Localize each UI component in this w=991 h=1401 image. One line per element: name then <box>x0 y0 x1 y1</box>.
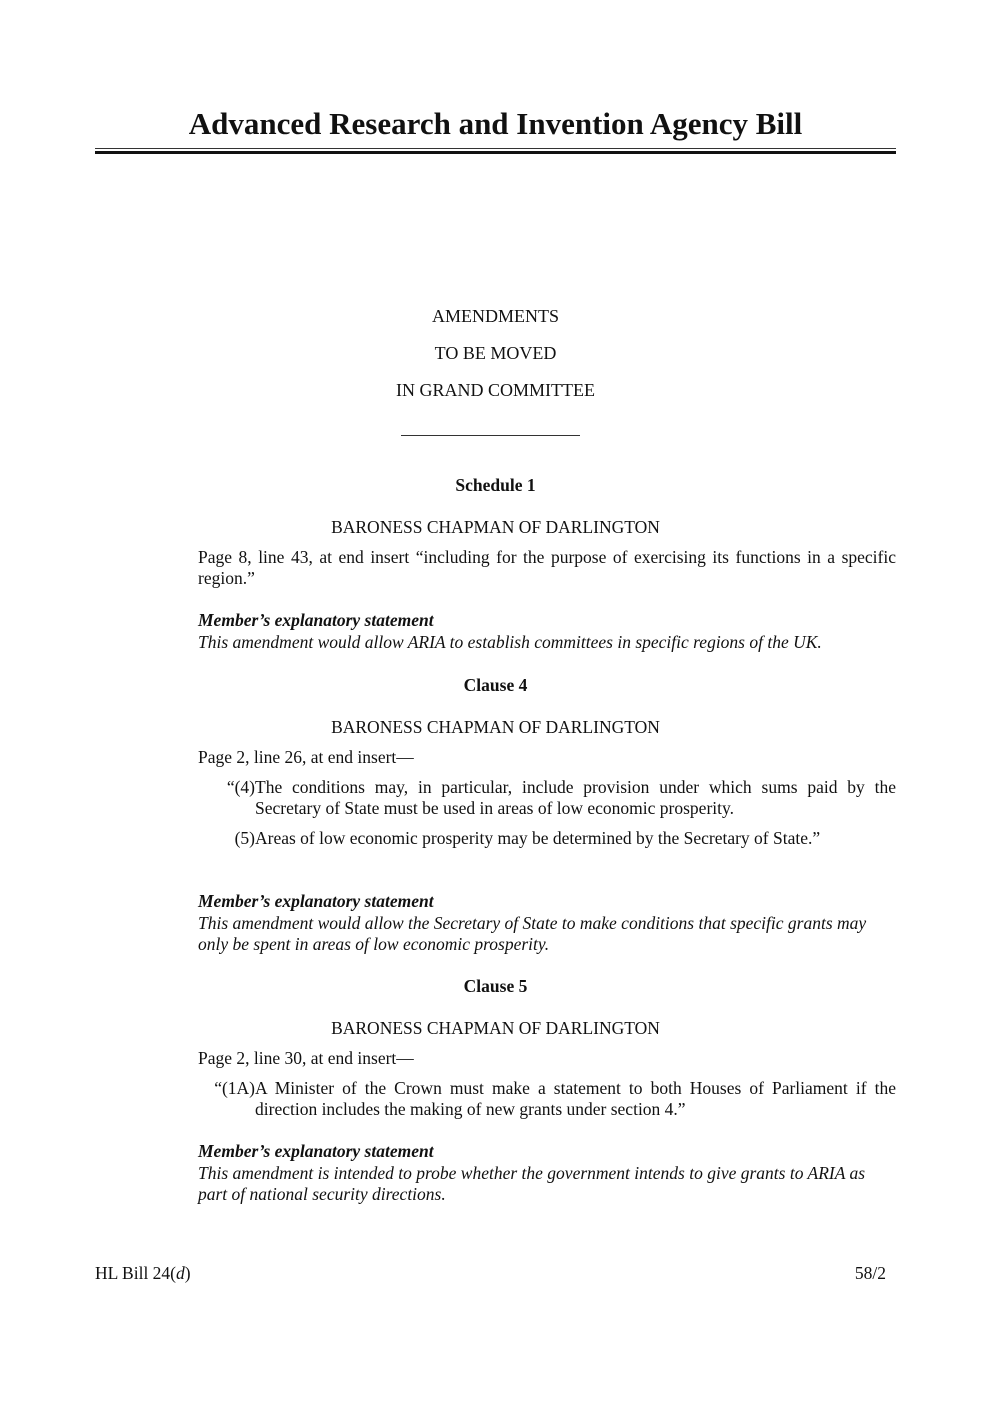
explanatory-statement: This amendment would allow ARIA to establish committees in specific regions of the UK. <box>198 632 822 652</box>
amendment-instruction: Page 8, line 43, at end insert “including for the purpose of exercising its functions in a specific region.” <box>198 547 896 588</box>
amendment-instruction: Page 2, line 30, at end insert— <box>198 1048 414 1068</box>
heading-line-2: TO BE MOVED <box>434 343 557 363</box>
section-heading: Clause 5 <box>463 976 528 996</box>
subsection <box>211 1078 896 1120</box>
member-name: BARONESS CHAPMAN OF DARLINGTON <box>331 517 660 537</box>
subsection-text: A Minister of the Crown must make a statement to both Houses of Parliament if the direction includes the making of new grants under section 4.” <box>255 1078 896 1119</box>
page-reference: 58/2 <box>854 1263 886 1283</box>
subsection-number: “(4) <box>226 777 255 797</box>
subsection-text: The conditions may, in particular, include provision under which sums paid by the Secretary of State must be used in areas of low economic prosperity. <box>255 777 896 818</box>
statement-heading: Member’s explanatory statement <box>198 1141 434 1161</box>
subsection-number: (5) <box>234 828 255 848</box>
statement-heading: Member’s explanatory statement <box>198 891 434 911</box>
heading-line-3: IN GRAND COMMITTEE <box>396 380 595 400</box>
section-heading: Schedule 1 <box>455 475 536 495</box>
section-heading: Clause 4 <box>463 675 528 695</box>
heading-line-1: AMENDMENTS <box>431 306 559 326</box>
subsection <box>211 828 896 849</box>
bill-ref-suffix: ) <box>184 1263 191 1283</box>
separator-rule <box>401 435 580 436</box>
subsection-text: Areas of low economic prosperity may be determined by the Secretary of State.” <box>255 828 821 848</box>
bill-reference <box>95 1263 191 1284</box>
member-name: BARONESS CHAPMAN OF DARLINGTON <box>331 1018 660 1038</box>
explanatory-statement: This amendment is intended to probe whether the government intends to give grants to ARIA as part of national security directions. <box>198 1163 866 1204</box>
explanatory-statement: This amendment would allow the Secretary of State to make conditions that specific grants may only be spent in areas of low economic prosperity. <box>198 913 867 954</box>
member-name: BARONESS CHAPMAN OF DARLINGTON <box>331 717 660 737</box>
title-rule-thin <box>95 148 896 149</box>
bill-ref-letter: d <box>176 1263 185 1283</box>
bill-ref-prefix: HL Bill 24( <box>95 1263 177 1283</box>
amendment-instruction: Page 2, line 26, at end insert— <box>198 747 414 767</box>
title-rule-thick <box>95 151 896 154</box>
statement-heading: Member’s explanatory statement <box>198 610 434 630</box>
subsection-number: “(1A) <box>214 1078 255 1098</box>
subsection <box>211 777 896 819</box>
document-title: Advanced Research and Invention Agency Bill <box>188 106 803 141</box>
